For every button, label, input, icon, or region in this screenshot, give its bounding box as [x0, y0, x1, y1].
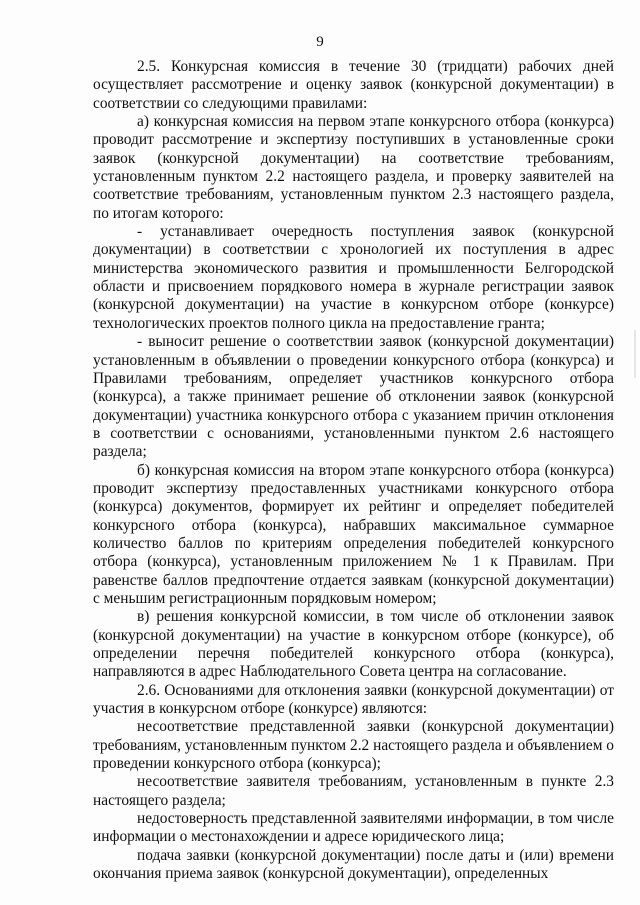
scan-edge-mark: [634, 330, 636, 378]
document-body: [93, 58, 614, 883]
paragraph-2-5-a: а) конкурсная комиссия на первом этапе конкурсного отбора (конкурса) проводит рассмотрение и экспертизу поступивших в установленные сроки заявок (конкурсной документации) на соответствие требованиям, установленным пунктом 2.2 настоящего раздела, и проверку заявителей на соответствие требованиям, установленным пунктом 2.3 настоящего раздела, по итогам которого:: [93, 113, 614, 222]
paragraph-2-6-item-2: несоответствие заявителя требованиям, установленным в пункте 2.3 настоящего раздела;: [93, 773, 614, 809]
page-number: 9: [316, 34, 324, 50]
paragraph-2-6: 2.6. Основаниями для отклонения заявки (конкурсной документации) от участия в конкурсном отборе (конкурсе) являются:: [93, 681, 614, 718]
paragraph-2-5-a-item-2: - выносит решение о соответствии заявок (конкурсной документации) установленным в объявлении о проведении конкурсного отбора (конкурса) и Правилами требованиям, определяет участников конкурсного отбора (конкурса), а также принимает решение об отклонении заявок (конкурсной документации) участника конкурсного отбора с указанием причин отклонения в соответствии с основаниями, установленными пунктом 2.6 настоящего раздела;: [93, 333, 614, 461]
paragraph-2-6-item-4: подача заявки (конкурсной документации) после даты и (или) времени окончания приема заявок (конкурсной документации), определенных: [93, 846, 614, 883]
paragraph-2-5: 2.5. Конкурсная комиссия в течение 30 (тридцати) рабочих дней осуществляет рассмотрение и оценку заявок (конкурсной документации) в соответствии со следующими правилами:: [93, 58, 614, 112]
paragraph-2-6-item-1: несоответствие представленной заявки (конкурсной документации) требованиям, установленным пунктом 2.2 настоящего раздела и объявлением о проведении конкурсного отбора (конкурса);: [93, 718, 614, 773]
paragraph-2-6-item-3: недостоверность представленной заявителями информации, в том числе информации о местонахождении и адресе юридического лица;: [93, 810, 614, 846]
paragraph-2-5-c: в) решения конкурсной комиссии, в том числе об отклонении заявок (конкурсной документации) на участие в конкурсном отборе (конкурсе), об определении перечня победителей конкурсного отбора (конкурса), направляются в адрес Наблюдательного Совета центра на согласование.: [93, 608, 614, 681]
paragraph-2-5-b: б) конкурсная комиссия на втором этапе конкурсного отбора (конкурса) проводит экспертизу предоставленных участниками конкурсного отбора (конкурса) документов, формирует их рейтинг и определяет победителей конкурсного отбора (конкурса), набравших максимальное суммарное количество баллов по критериям определения победителей конкурсного отбора (конкурса), установленным приложением № 1 к Правилам. При равенстве баллов предпочтение отдается заявкам (конкурсной документации) с меньшим регистрационным порядковым номером;: [93, 461, 614, 607]
paragraph-2-5-a-item-1: - устанавливает очередность поступления заявок (конкурсной документации) в соответствии с хронологией их поступления в адрес министерства экономического развития и промышленности Белгородской области и присвоением порядкового номера в журнале регистрации заявок (конкурсной документации) на участие в конкурсном отборе (конкурсе) технологических проектов полного цикла на предоставление гранта;: [93, 223, 614, 332]
